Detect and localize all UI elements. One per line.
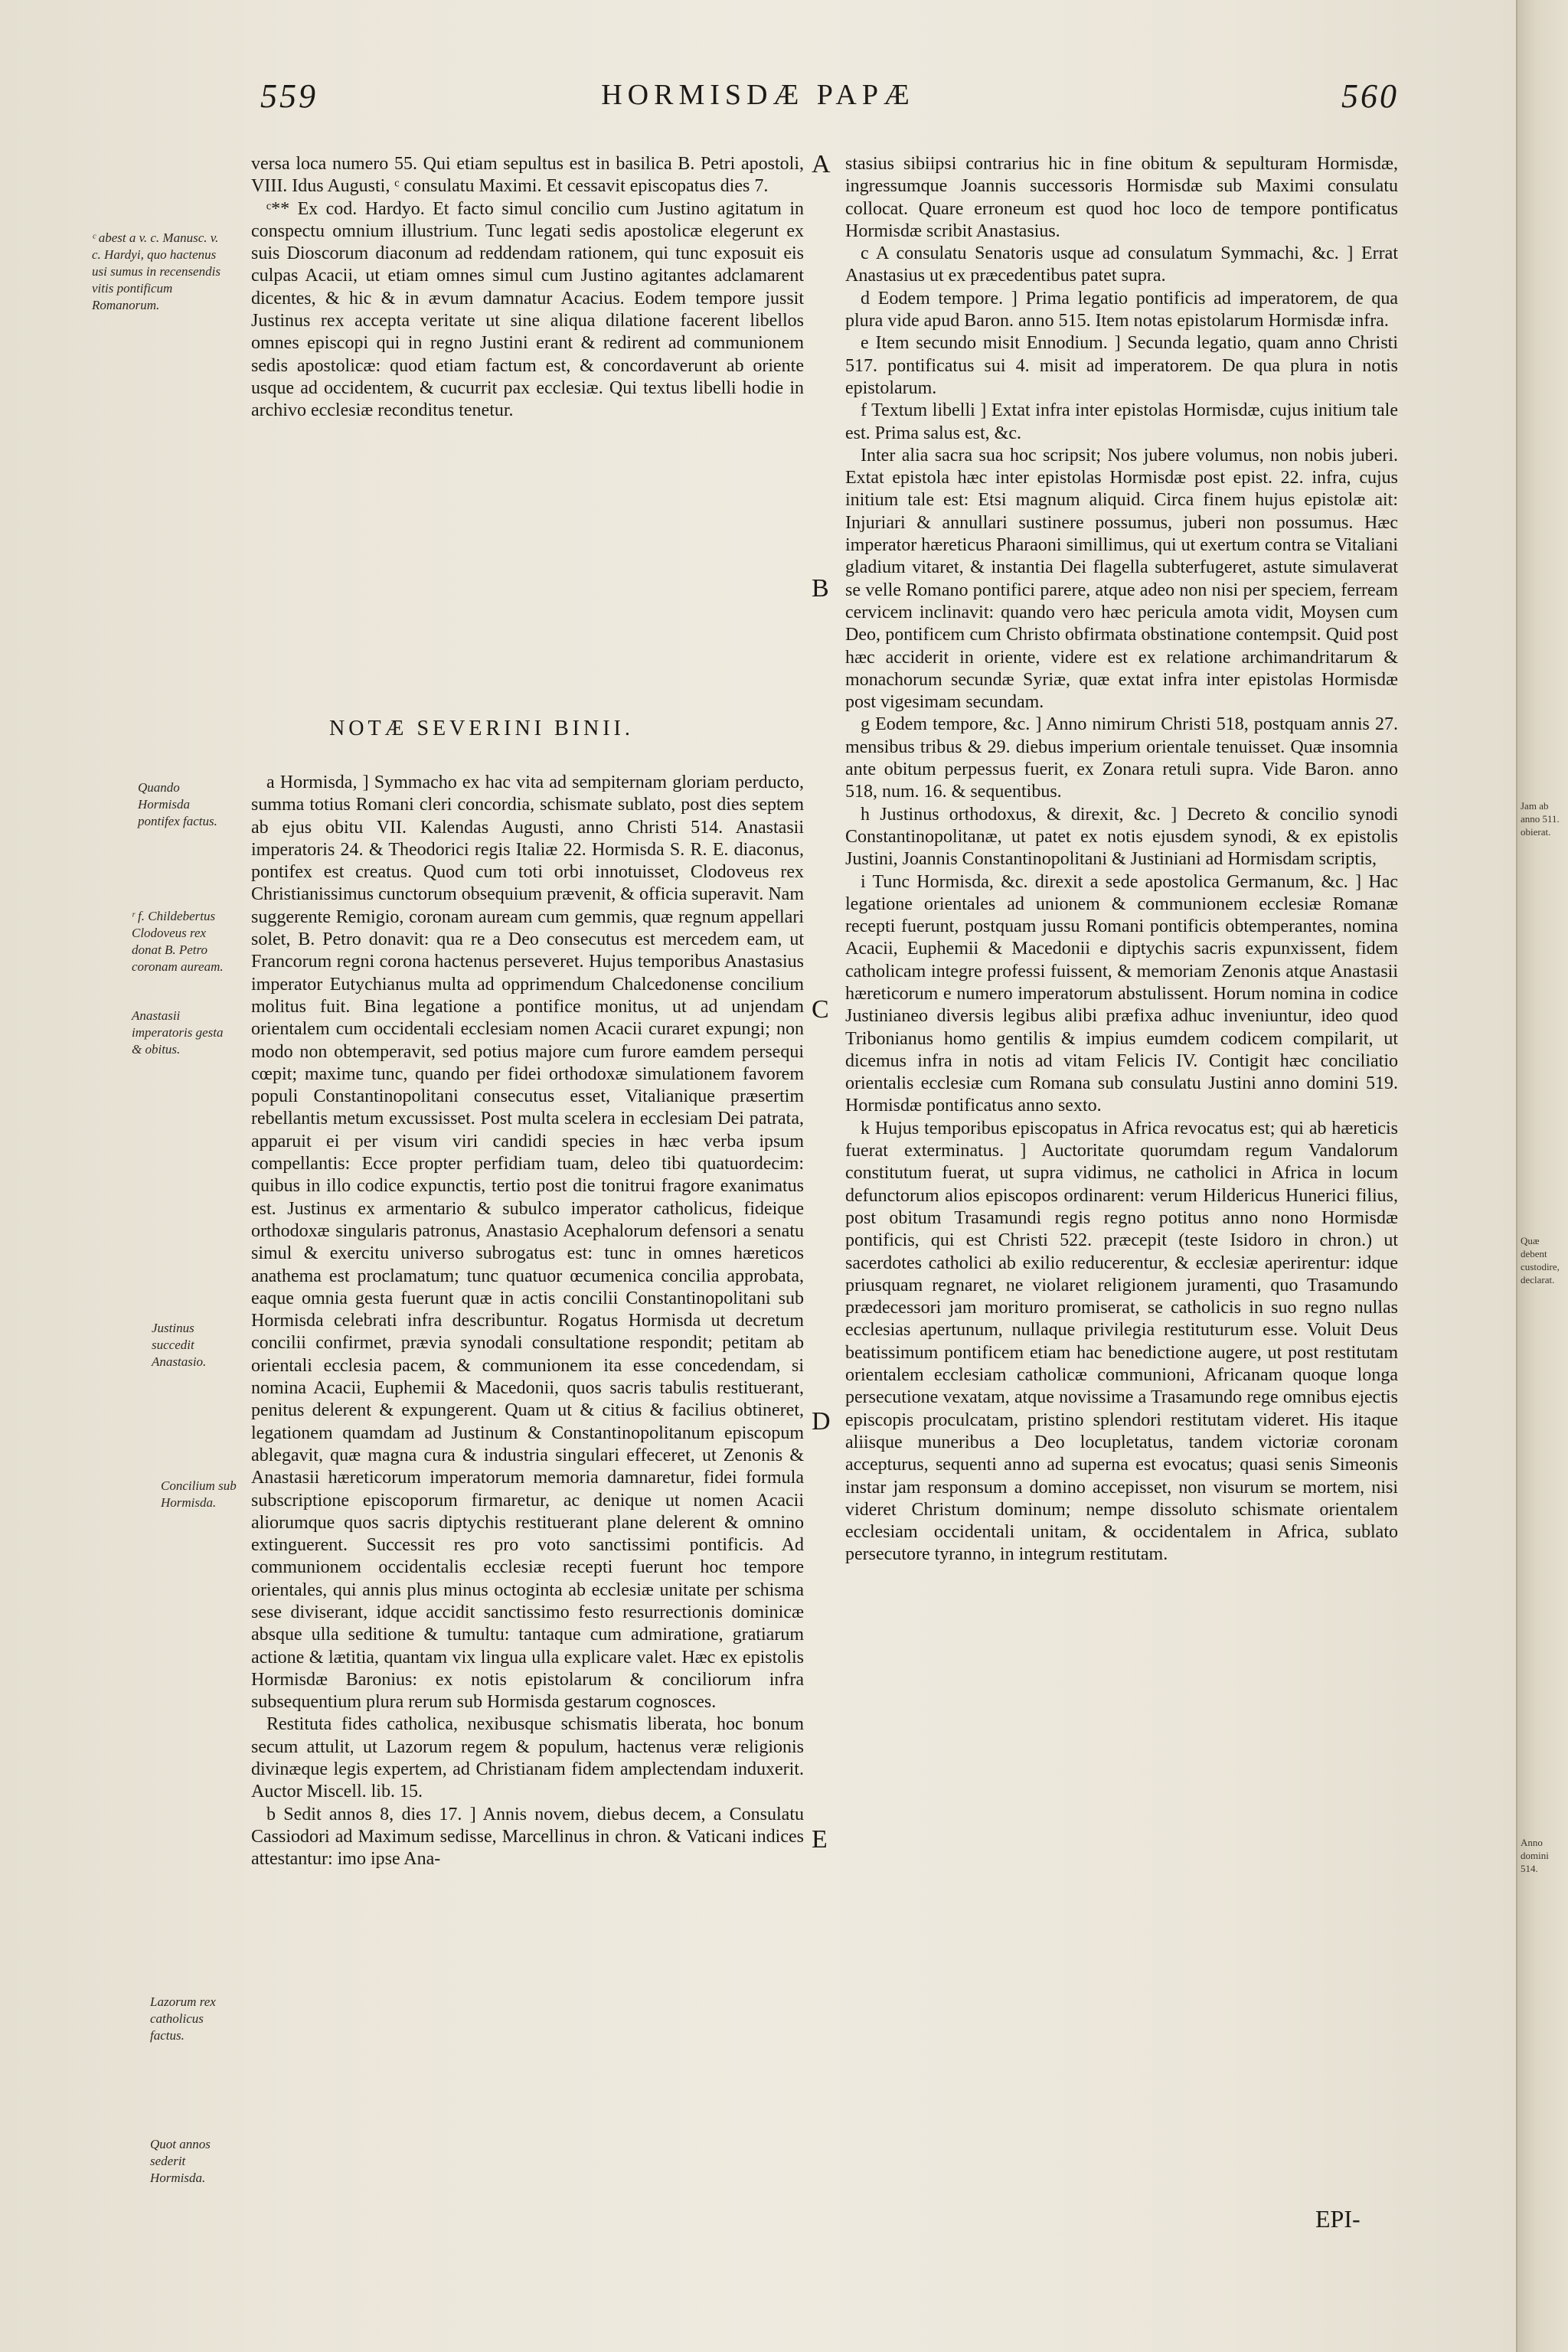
section-letter-a: A bbox=[812, 150, 831, 178]
note-e: e Item secundo misit Ennodium. ] Secunda legatio, quam anno Christi 517. pontificatus sui 4. misit ad imperatorem. De qua plura in notis epistolarum. bbox=[845, 333, 1398, 398]
note-f: f Textum libelli ] Extat infra inter epistolas Hormisdæ, cujus initium tale est. Prima salus est, &c. bbox=[845, 400, 1398, 443]
margin-note-justinus: Justinus succedit Anastasio. bbox=[152, 1321, 207, 1369]
margin-note-anastasius: Anastasii imperatoris gesta & obitus. bbox=[132, 1008, 224, 1057]
left-notes-column bbox=[251, 772, 804, 1871]
running-title: HORMISDÆ PAPÆ bbox=[601, 79, 915, 111]
section-title: NOTÆ SEVERINI BINII. bbox=[329, 717, 634, 740]
margin-note-lazorum: Lazorum rex catholicus factus. bbox=[150, 1994, 216, 2043]
margin-note-variant: ᶜ abest a v. c. Manusc. v. c. Hardyi, quo hactenus usi sumus in recensendis vitis pontificum Romanorum. bbox=[92, 230, 220, 312]
section-letter-e: E bbox=[812, 1825, 828, 1854]
edge-note-custodire: Quæ debent custodire, declarat. bbox=[1521, 1235, 1560, 1285]
page-number-right: 560 bbox=[1341, 77, 1399, 115]
page-number-left: 559 bbox=[260, 77, 318, 115]
margin-note-hormisda-factus: Quando Hormisda pontifex factus. bbox=[138, 780, 217, 828]
section-letter-b: B bbox=[812, 574, 829, 603]
vita-text: versa loca numero 55. Qui etiam sepultus est in basilica B. Petri apostoli, VIII. Idus Augusti, ᶜ consulatu Maximi. Et cessavit episcopatus dies 7. bbox=[251, 154, 804, 197]
section-letter-c: C bbox=[812, 995, 829, 1024]
note-d: d Eodem tempore. ] Prima legatio pontificis ad imperatorem, de qua plura vide apud Baron. anno 515. Item notas epistolarum Hormisdæ infra. bbox=[845, 288, 1398, 332]
note-c: c A consulatu Senatoris usque ad consulatum Symmachi, &c. ] Errat Anastasius ut ex præcedentibus patet supra. bbox=[845, 243, 1398, 286]
note-g: g Eodem tempore, &c. ] Anno nimirum Christi 518, postquam annis 27. mensibus tribus & 29. diebus imperium orientale tenuisset. Quæ insomnia ante obitum perpessus fuerit, ex Zonara retuli supra. Vide Baron. anno 518, num. 16. & sequentibus. bbox=[845, 714, 1398, 802]
margin-note-quot-annos: Quot annos sederit Hormisda. bbox=[150, 2137, 211, 2185]
note-h: h Justinus orthodoxus, & direxit, &c. ] Decreto & concilio synodi Constantinopolitanæ, ut patet ex notis ejusdem synodi, & ex epistolis Justini, Joannis Constantinopolitani & Justiniani ad Hormisdam scriptis, bbox=[845, 804, 1398, 870]
section-letter-d: D bbox=[812, 1407, 831, 1436]
edge-note-jam-ab: Jam ab anno 511. obierat. bbox=[1521, 800, 1560, 838]
note-k: k Hujus temporibus episcopatus in Africa revocatus est; qui ab hæreticis fuerat exterminatus. ] Auctoritate quorumdam regum Vandalorum constitutum fuerat, ut supra vidimus, ne catholici in Africa in locum defunctorum alios episcopos ordinarent: verum Hildericus Hunerici filius, post obitum Trasamundi regis regno potitus anno nono Hormisdæ pontificis, qui est Christi 522. præcepit (teste Isidoro in chron.) ut sacerdotes catholici ab exilio reducerentur, & ecclesiæ aperirentur: idque priusquam regnaret, ne violaret religionem juramenti, quo Trasamundo prædecessori jam morituro promiserat, se catholicis in suo regno nullas ecclesias apertunum, nullaque privilegia restituturum esse. Voluit Deus beatissimum pontificem etiam hac benedictione augere, ut post restitutam orientalem ecclesiam catholicæ communioni, Africanam quoque longa persecutione vexatam, atque novissime a Trasamundo rege omnibus ejectis episcopis proculcatam, pristino splendori restitutam videret. His itaque aliisque muneribus a Deo locupletatus, tandem victoriæ coronam accepturus, sequenti anno ad superna est evocatus; quasi senis Simeonis instar jam responsum a domino accepisset, non visurum se mortem, nisi videret Christum dominum; nempe dissoluto schismate orientalem ecclesiam occidentali unitam, & occidentalem in Africa, sublato persecutore tyranno, in integrum restitutam. bbox=[845, 1118, 1398, 1565]
margin-note-concilium: Concilium sub Hormisda. bbox=[161, 1478, 237, 1510]
note-i: i Tunc Hormisda, &c. direxit a sede apostolica Germanum, &c. ] Hac legatione orientales ad unionem & communionem ecclesiæ Romanæ recepti fuerunt, postquam jussu Romani pontificis obtemperantes, nomina Acacii, Euphemii & Macedonii e diptychis sacris expunxissent, fidem catholicam integre professi fuissent, & memoriam Zenonis atque Anastasii hæreticorum e numero imperatorum abstulissent. Horum nomina in codice Justinianeo diversis legibus alibi præfixa adhuc inveniuntur, ideo quod Tribonianus homo gentilis & impius eumdem codicem compilarit, ut dicemus infra in notis ad vitam Felicis IV. Contigit hæc conciliatio orientalis ecclesiæ cum Romana sub consulatu Justini anno domini 519. Hormisdæ pontificatus anno sexto. bbox=[845, 871, 1398, 1116]
left-column-text bbox=[251, 153, 804, 423]
note-a: a Hormisda, ] Symmacho ex hac vita ad sempiternam gloriam perducto, summa totius Romani cleri concordia, schismate sublato, post dies septem ab ejus obitu VII. Kalendas Augusti, anno Christi 514. Anastasii imperatoris 24. & Theodorici regis Italiæ 22. Hormisda S. R. E. diaconus, pontifex est creatus. Quod cum toti orbi innotuisset, Clodoveus rex Christianissimus cunctorum obsequium prævenit, & officia superavit. Nam suggerente Remigio, coronam auream cum gemmis, quæ regnum appellari solet, B. Petro donavit: qua re a Deo consecutus est mercedem eam, ut Francorum regni corona hactenus perseveret. Hujus temporibus Anastasius imperator Eutychianus multa ad opprimendum Chalcedonense concilium molitus fuit. Bina legatione a pontifice monitus, ut ad unjendam orientalem cum occidentali ecclesiam nomen Acacii curaret expungi; non modo non obtemperavit, sed potius majore cum furore eamdem persequi cœpit; maxime tunc, quando per fidei orthodoxæ simulationem favorem populi Constantinopolitani consecutus esset, Vitalianique præsertim rebellantis metum excussisset. Post multa scelera in ecclesiam Dei patrata, apparuit ei per visum viri candidi species in hæc verba ipsum compellantis: Ecce propter perfidiam tuam, deleo tibi quatuordecim: quibus in illo codice expunctis, tertio post die tonitrui fragore exanimatus est. Justinus ex armentario & subulco imperator catholicus, fideique orthodoxæ singularis patronus, Anastasio Acephalorum defensori a senatu simul & exercitu universo subrogatus est: tunc in omnes hæreticos anathema est proclamatum; tunc quatuor œcumenica concilia approbata, eaque omnia gesta fuerunt quæ in actis concilii Constantinopolitani sub Hormisda celebrati infra describuntur. Rogatus Hormisda ut decretum concilii confirmet, prævia synodali consultatione respondit; petitam ab orientali ecclesia pacem, & communionem ita esse concedendam, si nomina Acacii, Euphemii & Macedonii, quos sacris tabulis restituerant, penitus delerent & expungerent. Quam ut & citius & facilius obtineret, legationem quamdam ad Justinum & Constantinopolitanum episcopum ablegavit, quæ magna cura & industria singulari effeceret, ut Zenonis & Anastasii hæreticorum imperatorum memoria damnaretur, fidei formula subscriptione episcoporum firmaretur, ac denique ut nomen Acacii aliorumque quos sacris diptychis restituerant plane delerent & omnino extinguerent. Successit res pro voto sanctissimi pontificis. Ad communionem occidentalis ecclesiæ recepti fuerunt hoc tempore orientales, qui annis plus minus octoginta ab ecclesiæ unitate per schisma sese diviserant, idque accidit sanctissimo festo resurrectionis dominicæ absque ulla seditione & tumultu: tantaque cum admiratione, gratiarum actione & lætitia, quantam vix lingua ulla explicare valet. Hæc ex epistolis Hormisdæ Baronius: ex notis epistolarum & conciliorum infra subsequentium plura rerum sub Hormisda gestarum cognosces. bbox=[251, 773, 804, 1713]
facing-page-edge bbox=[1516, 0, 1568, 2352]
page-header bbox=[0, 77, 1516, 138]
note-f-continued: Inter alia sacra sua hoc scripsit; Nos jubere volumus, non nobis juberi. Extat epistola hæc inter epistolas Hormisdæ post epist. 22. infra, cujus initium tale est: Etsi magnum aliquid. Circa finem hujus epistolæ ait: Injuriari & annullari sustinere possumus, juberi non possumus. Hæc imperator hæreticus Pharaoni simillimus, qui ut exertum contra se Vitaliani gladium vitaret, & instantia Dei flagella subterfugeret, astute simulaverat se velle Romano pontifici parere, atque adeo non nisi per speciem, ferream cervicem inclinavit: quando vero hæc pericula amota vidit, Moysen cum Deo, pontificem cum Christo obfirmata obstinatione contempsit. Quid post hæc acciderit in oriente, videre est ex relatione archimandritarum & monachorum secundæ Syriæ, quæ extat infra inter epistolas Hormisdæ post vigesimam secundam. bbox=[845, 445, 1398, 713]
right-notes-column bbox=[845, 153, 1398, 1566]
edge-note-anno: Anno domini 514. bbox=[1521, 1837, 1549, 1874]
margin-note-clodoveus: ʳ f. Childebertus Clodoveus rex donat B. Petro coronam auream. bbox=[132, 909, 224, 974]
note-restituta: Restituta fides catholica, nexibusque schismatis liberata, hoc bonum secum attulit, ut Lazorum regem & populum, hactenus veræ religionis divinæque legis expertem, ad Christianam fidem amplectendam induxerit. Auctor Miscell. lib. 15. bbox=[251, 1714, 804, 1802]
vita-text-hardy: ᶜ** Ex cod. Hardyo. Et facto simul concilio cum Justino agitatum in conspectu omnium illustrium. Tunc legati sedis apostolicæ elegerunt ex suis Dioscorum diaconum ad reddendam rationem, qui tunc exposuit eis culpas Acacii, ut etiam omnes simul cum Justino agitantes adclamarent dicentes, & hic & in ævum damnatur Acacius. Eodem tempore jussit Justinus rex accepta veritate ut sine aliqua dilatione facerent libellos omnes episcopi qui in regno Justini erant & redirent ad communionem sedis apostolicæ: quod etiam factum est, & concordaverunt ab oriente usque ad occidentem, & cucurrit pax ecclesiæ. Qui textus libelli hodie in archivo ecclesiæ reconditus tenetur. bbox=[251, 198, 804, 421]
note-b: b Sedit annos 8, dies 17. ] Annis novem, diebus decem, a Consulatu Cassiodori ad Maximum sedisse, Marcellinus in chron. & Vaticani indices attestantur: imo ipse Ana- bbox=[251, 1804, 804, 1870]
note-continuation: stasius sibiipsi contrarius hic in fine obitum & sepulturam Hormisdæ, ingressumque Joannis successoris Hormisdæ sub Maximi consulatu collocat. Quare erroneum est quod hoc loco de tempore pontificatus Hormisdæ scribit Anastasius. bbox=[845, 154, 1398, 241]
catchword: EPI- bbox=[1315, 2205, 1361, 2233]
